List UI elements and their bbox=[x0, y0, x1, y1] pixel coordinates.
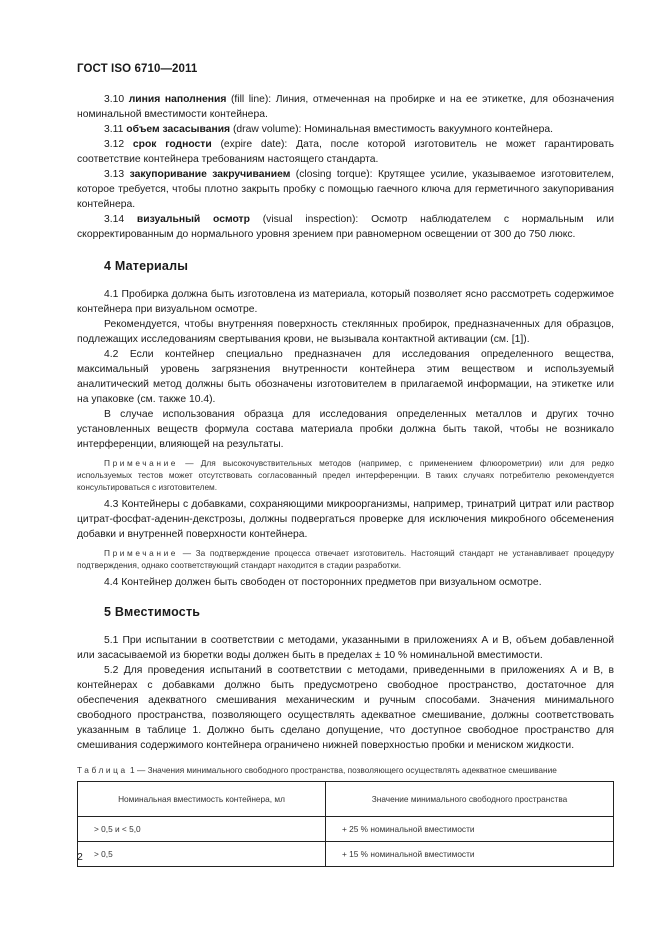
paragraph-4-2: 4.2 Если контейнер специально предназначен для исследования определенного вещества, максимальный уровень загрязнения внутренности контейнера этим веществом и используемый аналитический метод должны быть обозначены изготовителем в прилагаемой информации, на этикетке или на упаковке (см. также 10.4). bbox=[77, 349, 614, 405]
table-caption-text: 1 — Значения минимального свободного пространства, позволяющего осуществлять адекватное смешивание bbox=[130, 765, 557, 775]
table-cell: > 0,5 и < 5,0 bbox=[78, 817, 326, 842]
page-number: 2 bbox=[77, 851, 83, 863]
paragraph-4-1-recommendation: Рекомендуется, чтобы внутренняя поверхность стеклянных пробирок, предназначенных для образцов, подлежащих исследованиям свертывания крови, не вызывала контактной активации (см. [1]). bbox=[77, 319, 614, 345]
document-body bbox=[77, 92, 614, 867]
note-1 bbox=[77, 457, 614, 493]
note-2 bbox=[77, 547, 614, 571]
paragraph-4-3: 4.3 Контейнеры с добавками, сохраняющими микроорганизмы, например, тринатрий цитрат или раствор цитрат-фосфат-аденин-декстрозы, должны подвергаться проверке для исключения микробного обсеменения добавки и внутренней поверхности контейнера. bbox=[77, 499, 614, 540]
note-1-text: — Для высокочувствительных методов (например, с применением флюорометрии) или для редко используемых тестов может отсутствовать согласованный предел интерференции. В таких случаях потребителю рекомендуется консультироваться с изготовителем. bbox=[77, 458, 614, 492]
definition-3-10: 3.10 линия наполнения (fill line): Линия, отмеченная на пробирке и на ее этикетке, для обозначения номинальной вместимости контейнера. bbox=[77, 94, 615, 120]
paragraph-4-1: 4.1 Пробирка должна быть изготовлена из материала, который позволяет ясно рассмотреть содержимое контейнера при визуальном осмотре. bbox=[77, 289, 614, 315]
section-5-heading: 5 Вместимость bbox=[104, 605, 201, 619]
capacity-table bbox=[77, 781, 614, 867]
note-2-text: — За подтверждение процесса отвечает изготовитель. Настоящий стандарт не устанавливает процедуру подтверждения, однако соответствующий стандарт находится в стадии разработки. bbox=[77, 548, 614, 570]
table-caption bbox=[77, 765, 614, 776]
table-cell: > 0,5 bbox=[78, 842, 326, 867]
paragraph-5-2: 5.2 Для проведения испытаний в соответствии с методами, приведенными в приложениях А и В, в контейнерах с добавками должно быть предусмотрено свободное пространство, достаточное для обеспечения адекватного смешивания механическим и ручным способами. Значения минимального свободного пространства, позволяющего осуществлять адекватное смешивание, должны соответствовать указанным в таблице 1. Должно быть сделано допущение, что доступное свободное пространство для смешивания содержимого контейнера ограничено нижней поверхностью пробки и мениском жидкости. bbox=[77, 665, 614, 751]
note-2-label: Примечание bbox=[104, 548, 179, 558]
table-header-cell: Значение минимального свободного пространства bbox=[326, 782, 614, 817]
note-1-label: Примечание bbox=[104, 458, 179, 468]
table-header-cell: Номинальная вместимость контейнера, мл bbox=[78, 782, 326, 817]
table-row bbox=[78, 817, 614, 842]
table-cell: + 25 % номинальной вместимости bbox=[326, 817, 614, 842]
definition-3-14: 3.14 визуальный осмотр (visual inspection): Осмотр наблюдателем с нормальным или скорректированным до нормального уровня зрением при равномерном освещении от 300 до 750 люкс. bbox=[77, 214, 615, 240]
section-4-heading: 4 Материалы bbox=[104, 259, 189, 273]
table-caption-label: Таблица bbox=[77, 765, 128, 775]
definition-3-12: 3.12 срок годности (expire date): Дата, после которой изготовитель не может гарантировать соответствие контейнера требованиям настоящего стандарта. bbox=[77, 139, 615, 165]
definition-3-13: 3.13 закупоривание закручиванием (closing torque): Крутящее усилие, указываемое изготовителем, которое требуется, чтобы плотно закрыть пробку с помощью гаечного ключа для герметичного закупоривания контейнера. bbox=[77, 169, 615, 210]
paragraph-4-2-metals: В случае использования образца для исследования определенных металлов и других точно установленных веществ формула состава материала пробки должна быть такой, чтобы не возникало интерференции, влияющей на результаты. bbox=[77, 409, 614, 450]
paragraph-5-1: 5.1 При испытании в соответствии с методами, указанными в приложениях А и В, объем добавленной или засасываемой из бюретки воды должен быть в пределах ± 10 % номинальной вместимости. bbox=[77, 635, 614, 661]
table-row bbox=[78, 842, 614, 867]
table-header-row bbox=[78, 782, 614, 817]
document-header-title: ГОСТ ISO 6710—2011 bbox=[77, 63, 198, 75]
paragraph-4-4: 4.4 Контейнер должен быть свободен от посторонних предметов при визуальном осмотре. bbox=[104, 577, 542, 588]
definition-3-11: 3.11 объем засасывания (draw volume): Номинальная вместимость вакуумного контейнера. bbox=[104, 124, 554, 135]
table-cell: + 15 % номинальной вместимости bbox=[326, 842, 614, 867]
